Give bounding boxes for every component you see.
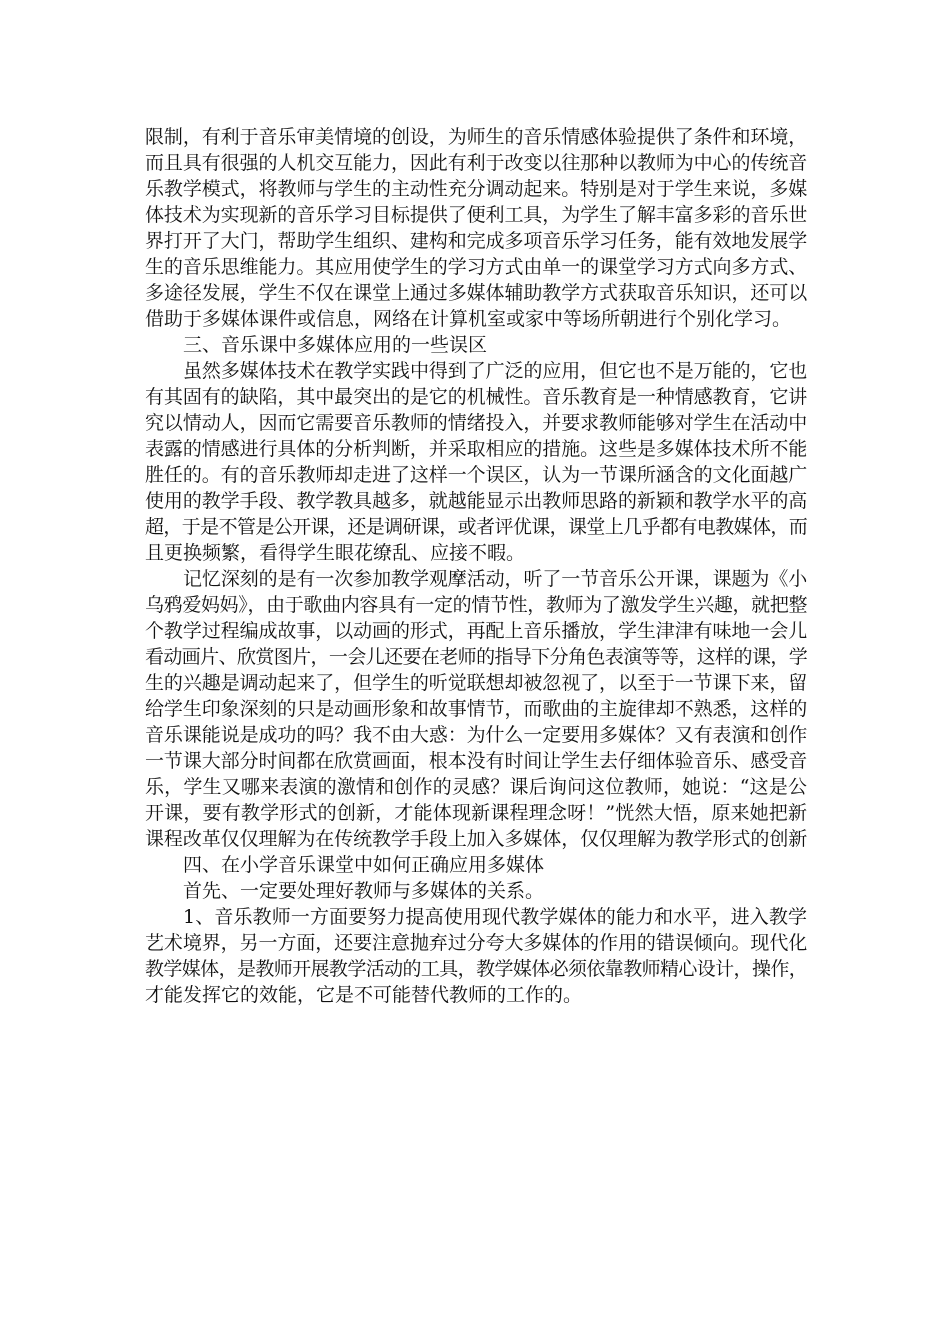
text-line: 教学媒体，是教师开展教学活动的工具，教学媒体必须依靠教师精心设计，操作， xyxy=(145,958,807,980)
text-line: 乌鸦爱妈妈》，由于歌曲内容具有一定的情节性，教师为了激发学生兴趣，就把整 xyxy=(145,594,807,616)
text-line: 表露的情感进行具体的分析判断，并采取相应的措施。这些是多媒体技术所不能 xyxy=(145,438,807,460)
text-line: 乐，学生又哪来表演的激情和创作的灵感？课后询问这位教师，她说：“这是公 xyxy=(145,776,807,798)
text-line: 给学生印象深刻的只是动画形象和故事情节，而歌曲的主旋律却不熟悉，这样的 xyxy=(145,698,807,720)
text-line: 究以情动人，因而它需要音乐教师的情绪投入，并要求教师能够对学生在活动中 xyxy=(145,412,807,434)
section-heading: 四、在小学音乐课堂中如何正确应用多媒体 xyxy=(183,854,545,876)
text-line: 音乐课能说是成功的吗？我不由大惑：为什么一定要用多媒体？又有表演和创作 xyxy=(145,724,807,746)
text-line: 体技术为实现新的音乐学习目标提供了便利工具，为学生了解丰富多彩的音乐世 xyxy=(145,204,807,226)
section-heading: 三、音乐课中多媒体应用的一些误区 xyxy=(183,334,488,356)
text-line: 且更换频繁，看得学生眼花缭乱、应接不暇。 xyxy=(145,542,526,564)
text-line: 有其固有的缺陷，其中最突出的是它的机械性。音乐教育是一种情感教育，它讲 xyxy=(145,386,807,408)
text-line: 限制，有利于音乐审美情境的创设，为师生的音乐情感体验提供了条件和环境， xyxy=(145,126,807,148)
text-line: 开课，要有教学形式的创新，才能体现新课程理念呀！”恍然大悟，原来她把新 xyxy=(145,802,807,824)
text-line: 生的音乐思维能力。其应用使学生的学习方式由单一的课堂学习方式向多方式、 xyxy=(145,256,807,278)
text-line: 虽然多媒体技术在教学实践中得到了广泛的应用，但它也不是万能的，它也 xyxy=(183,360,807,382)
text-line: 才能发挥它的效能，它是不可能替代教师的工作的。 xyxy=(145,984,583,1006)
text-line: 多途径发展，学生不仅在课堂上通过多媒体辅助教学方式获取音乐知识，还可以 xyxy=(145,282,807,304)
text-line: 超，于是不管是公开课，还是调研课，或者评优课，课堂上几乎都有电教媒体，而 xyxy=(145,516,807,538)
text-line: 记忆深刻的是有一次参加教学观摩活动，听了一节音乐公开课，课题为《小 xyxy=(183,568,807,590)
text-line: 一节课大部分时间都在欣赏画面，根本没有时间让学生去仔细体验音乐、感受音 xyxy=(145,750,807,772)
text-line: 而且具有很强的人机交互能力，因此有利于改变以往那种以教师为中心的传统音 xyxy=(145,152,807,174)
text-line: 借助于多媒体课件或信息，网络在计算机室或家中等场所朝进行个别化学习。 xyxy=(145,308,792,330)
text-line: 课程改革仅仅理解为在传统教学手段上加入多媒体，仅仅理解为教学形式的创新 xyxy=(145,828,807,850)
text-line: 界打开了大门，帮助学生组织、建构和完成多项音乐学习任务，能有效地发展学 xyxy=(145,230,807,252)
text-line: 个教学过程编成故事，以动画的形式，再配上音乐播放，学生津津有味地一会儿 xyxy=(145,620,807,642)
text-line: 使用的教学手段、教学教具越多，就越能显示出教师思路的新颖和教学水平的高 xyxy=(145,490,807,512)
text-line: 胜任的。有的音乐教师却走进了这样一个误区，认为一节课所涵含的文化面越广 xyxy=(145,464,807,486)
text-line: 生的兴趣是调动起来了，但学生的听觉联想却被忽视了，以至于一节课下来，留 xyxy=(145,672,807,694)
text-line: 艺术境界，另一方面，还要注意抛弃过分夸大多媒体的作用的错误倾向。现代化 xyxy=(145,932,807,954)
text-line: 乐教学模式，将教师与学生的主动性充分调动起来。特别是对于学生来说，多媒 xyxy=(145,178,807,200)
text-line: 首先、一定要处理好教师与多媒体的关系。 xyxy=(183,880,545,902)
text-line: 看动画片、欣赏图片，一会儿还要在老师的指导下分角色表演等等，这样的课，学 xyxy=(145,646,807,668)
text-line: 1、音乐教师一方面要努力提高使用现代教学媒体的能力和水平，进入教学 xyxy=(183,906,807,928)
